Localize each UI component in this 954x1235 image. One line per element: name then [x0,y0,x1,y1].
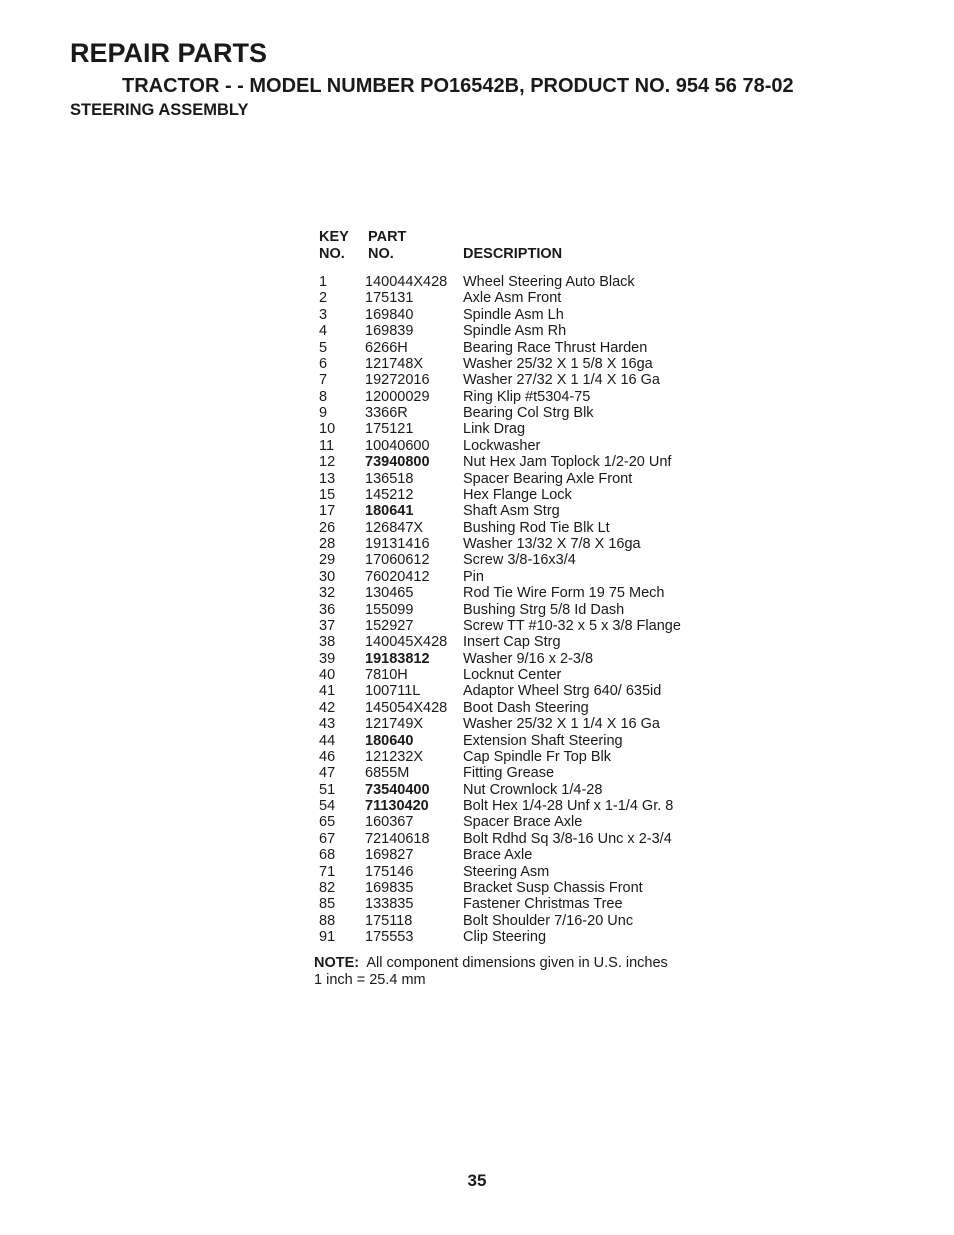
key-number: 1 [319,274,328,290]
table-row [319,814,739,830]
part-number: 76020412 [365,568,430,585]
part-description: Washer 25/32 X 1 5/8 X 16ga [463,355,653,372]
table-row [319,552,739,568]
part-description: Shaft Asm Strg [463,503,560,520]
part-number: 140044X428 [365,274,448,290]
key-number: 2 [319,290,328,307]
table-row [319,569,739,585]
table-row [319,290,739,306]
part-number: 136518 [365,470,414,487]
part-description: Steering Asm [463,863,550,880]
key-number: 71 [319,863,336,880]
part-number: 19183812 [365,650,430,667]
key-number: 67 [319,830,336,847]
table-row [319,618,739,634]
part-description: Clip Steering [463,929,547,945]
key-number: 43 [319,716,336,733]
description-header: DESCRIPTION [463,246,563,262]
part-description: Washer 9/16 x 2-3/8 [463,650,594,667]
table-row [319,831,739,847]
key-number: 41 [319,683,336,700]
table-row [319,585,739,601]
key-number: 51 [319,781,336,798]
table-row [319,274,739,290]
part-description: Link Drag [463,421,526,438]
part-number: 145054X428 [365,699,448,716]
part-description: Fitting Grease [463,765,555,782]
key-number: 82 [319,879,336,896]
key-number: 46 [319,748,336,765]
part-number: 6266H [365,339,408,356]
key-number: 47 [319,765,336,782]
table-row [319,405,739,421]
table-row [319,683,739,699]
table-row [319,929,739,945]
table-row [319,749,739,765]
key-number: 7 [319,372,328,389]
key-number: 29 [319,552,336,569]
part-number: 71130420 [365,798,429,814]
table-row [319,847,739,863]
key-number: 91 [319,929,336,945]
key-number: 65 [319,814,336,831]
key-header-line1: KEY [319,229,349,245]
key-number: 42 [319,699,336,716]
table-row [319,634,739,650]
part-description: Axle Asm Front [463,290,562,307]
table-row [319,798,739,814]
key-number: 6 [319,355,328,372]
part-number: 169840 [365,306,414,323]
key-number: 8 [319,388,328,405]
part-description: Locknut Center [463,667,562,683]
part-description: Spacer Brace Axle [463,814,583,831]
part-number: 175131 [365,290,414,307]
key-number: 9 [319,405,328,421]
key-number: 15 [319,486,336,503]
part-number: 19131416 [365,536,430,552]
part-number: 145212 [365,486,414,503]
key-number: 3 [319,306,328,323]
table-row [319,880,739,896]
note-conversion: 1 inch = 25.4 mm [314,971,426,988]
part-description: Bearing Col Strg Blk [463,405,594,421]
key-number: 32 [319,585,336,602]
part-number: 72140618 [365,830,430,847]
part-description: Bushing Strg 5/8 Id Dash [463,601,625,618]
table-row [319,520,739,536]
page-number: 35 [467,1171,487,1190]
part-description: Adaptor Wheel Strg 640/ 635id [463,683,662,700]
part-description: Nut Hex Jam Toplock 1/2-20 Unf [463,454,672,471]
part-number: 175146 [365,863,414,880]
part-number: 180641 [365,503,414,520]
part-description: Washer 27/32 X 1 1/4 X 16 Ga [463,372,660,389]
part-number: 126847X [365,519,424,536]
part-description: Bolt Shoulder 7/16-20 Unc [463,912,634,929]
part-number: 12000029 [365,388,430,405]
key-number: 5 [319,339,328,356]
part-number: 121749X [365,716,424,733]
part-description: Bracket Susp Chassis Front [463,879,643,896]
part-number: 17060612 [365,552,430,569]
part-description: Cap Spindle Fr Top Blk [463,748,612,765]
table-row [319,503,739,519]
part-number: 3366R [365,405,408,421]
part-description: Spacer Bearing Axle Front [463,470,633,487]
part-header-line2: NO. [368,246,394,262]
key-number: 36 [319,601,336,618]
table-row [319,356,739,372]
part-number: 7810H [365,667,408,683]
table-row [319,372,739,388]
key-number: 54 [319,798,336,814]
dimension-note [314,955,668,988]
table-row [319,896,739,912]
key-number: 44 [319,732,336,749]
table-row [319,765,739,781]
part-number: 175553 [365,929,414,945]
part-description: Nut Crownlock 1/4-28 [463,781,603,798]
table-row [319,323,739,339]
key-number: 39 [319,650,336,667]
parts-list [319,274,739,945]
part-description: Wheel Steering Auto Black [463,274,635,290]
part-description: Rod Tie Wire Form 19 75 Mech [463,585,665,602]
part-description: Pin [463,568,484,585]
part-number: 19272016 [365,372,430,389]
table-row [319,340,739,356]
key-number: 10 [319,421,336,438]
part-description: Washer 25/32 X 1 1/4 X 16 Ga [463,716,660,733]
part-description: Insert Cap Strg [463,634,561,651]
part-number: 160367 [365,814,414,831]
note-text: All component dimensions given in U.S. inches [366,955,668,971]
key-number: 40 [319,667,336,683]
key-number: 4 [319,323,328,340]
part-description: Boot Dash Steering [463,699,589,716]
table-row [319,389,739,405]
table-row [319,667,739,683]
key-number: 30 [319,568,336,585]
key-number: 68 [319,847,336,864]
key-number: 88 [319,912,336,929]
part-number: 140045X428 [365,634,448,651]
key-number: 37 [319,617,336,634]
table-row [319,602,739,618]
part-number: 130465 [365,585,414,602]
part-description: Ring Klip #t5304-75 [463,388,591,405]
part-number: 133835 [365,896,414,913]
part-number: 169827 [365,847,414,864]
part-description: Bushing Rod Tie Blk Lt [463,519,610,536]
part-description: Spindle Asm Rh [463,323,567,340]
key-number: 12 [319,454,336,471]
part-number: 73940800 [365,454,430,471]
part-number: 169835 [365,879,414,896]
table-row [319,487,739,503]
table-row [319,536,739,552]
table-row [319,913,739,929]
table-row [319,733,739,749]
part-header-line1: PART [368,229,407,245]
part-number: 152927 [365,617,414,634]
part-description: Brace Axle [463,847,533,864]
part-number: 73540400 [365,781,430,798]
table-row [319,700,739,716]
part-number: 155099 [365,601,414,618]
part-number: 175121 [365,421,414,438]
part-description: Extension Shaft Steering [463,732,623,749]
key-number: 38 [319,634,336,651]
part-description: Bolt Hex 1/4-28 Unf x 1-1/4 Gr. 8 [463,798,674,814]
part-description: Lockwasher [463,437,541,454]
key-header-line2: NO. [319,246,345,262]
table-row [319,471,739,487]
table-row [319,782,739,798]
part-description: Washer 13/32 X 7/8 X 16ga [463,536,641,552]
part-number: 169839 [365,323,414,340]
part-description: Fastener Christmas Tree [463,896,623,913]
key-number: 11 [319,437,335,454]
part-number: 100711L [365,683,421,700]
section-title: STEERING ASSEMBLY [70,101,249,119]
table-row [319,438,739,454]
part-number: 121748X [365,355,424,372]
key-number: 28 [319,536,336,552]
part-number: 121232X [365,748,424,765]
part-description: Screw TT #10-32 x 5 x 3/8 Flange [463,617,681,634]
part-description: Spindle Asm Lh [463,306,564,323]
part-description: Bolt Rdhd Sq 3/8-16 Unc x 2-3/4 [463,830,672,847]
part-number: 6855M [365,765,410,782]
key-number: 26 [319,519,336,536]
table-row [319,421,739,437]
table-row [319,716,739,732]
table-row [319,454,739,470]
model-subtitle: TRACTOR - - MODEL NUMBER PO16542B, PRODUCT NO. 954 56 78-02 [122,75,794,97]
key-number: 85 [319,896,336,913]
part-number: 10040600 [365,437,430,454]
part-description: Bearing Race Thrust Harden [463,339,648,356]
part-description: Hex Flange Lock [463,486,572,503]
key-number: 17 [319,503,336,520]
part-description: Screw 3/8-16x3/4 [463,552,576,569]
page-title: REPAIR PARTS [70,38,268,68]
table-row [319,651,739,667]
table-row [319,307,739,323]
note-label: NOTE: [314,955,360,971]
key-number: 13 [319,470,336,487]
part-number: 175118 [365,912,413,929]
part-number: 180640 [365,732,414,749]
table-row [319,864,739,880]
